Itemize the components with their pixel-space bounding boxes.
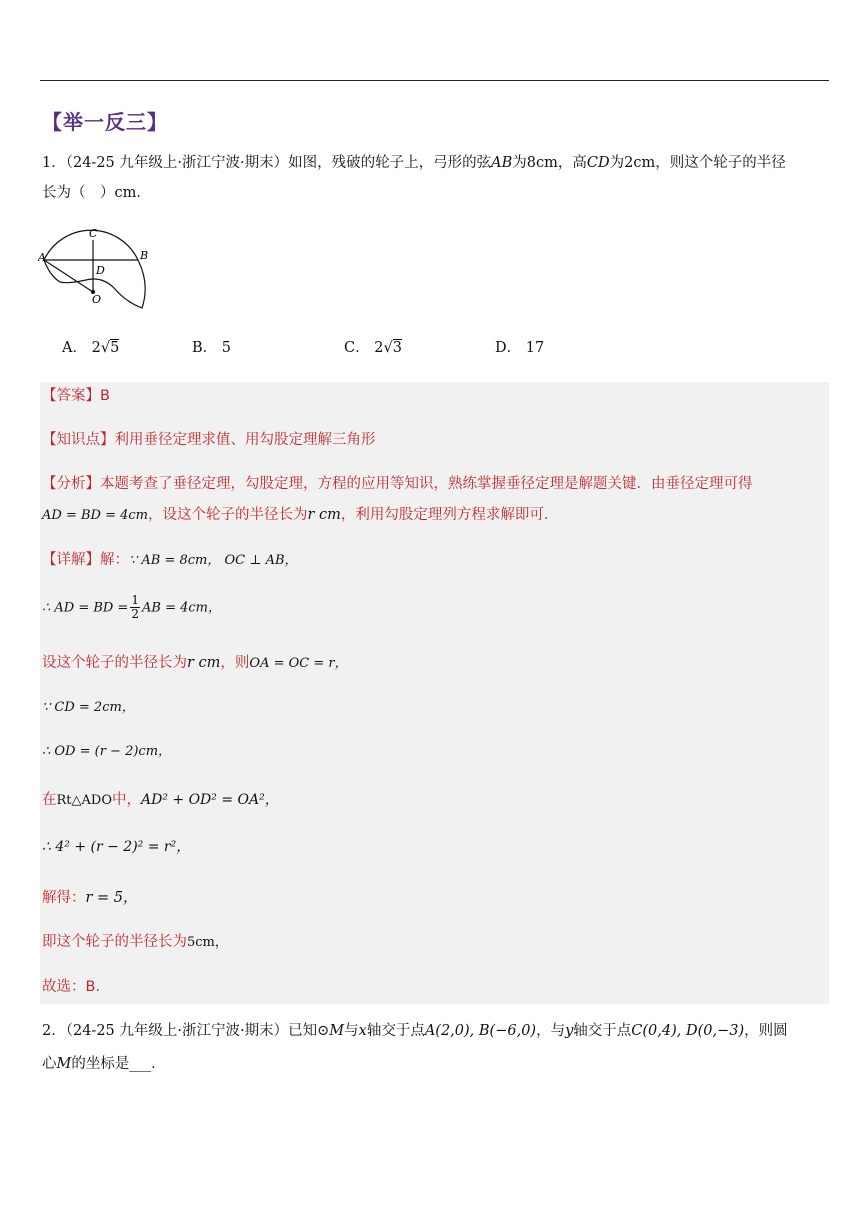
option-c-coef: 2	[374, 340, 384, 356]
detail-line-5	[42, 740, 171, 759]
step-6-text: 中，	[111, 792, 141, 808]
option-d-label: D．	[495, 340, 522, 356]
label-d: D	[96, 264, 105, 277]
q2-source: （24-25 九年级上·浙江宁波·期末）	[65, 1023, 289, 1039]
option-b[interactable]	[192, 336, 231, 357]
analysis-line-2	[42, 503, 558, 524]
step-9-math: 5cm，	[187, 935, 228, 950]
q1-math-ab-len: 8cm	[526, 155, 558, 171]
option-c[interactable]	[344, 336, 402, 357]
q2-number: 2．	[42, 1023, 66, 1039]
question-1-line-1	[42, 149, 832, 177]
option-a-label: A．	[62, 340, 87, 356]
analysis-text: 本题考查了垂径定理，勾股定理，方程的应用等知识，熟练掌握垂径定理是解题关键．由垂径定理可得	[100, 476, 753, 492]
q2-math-points-cd: C(0,4), D(0,−3)	[631, 1023, 745, 1039]
knowledge-tag: 【知识点】	[42, 432, 115, 448]
question-2-line-2	[42, 1050, 832, 1078]
knowledge-line	[42, 428, 376, 449]
q1-text: 为	[609, 155, 625, 171]
answer-value: B	[100, 388, 110, 404]
detail-line-9	[42, 930, 228, 951]
q2-math-x: x	[358, 1023, 367, 1039]
step-3-text: 设这个轮子的半径长为	[42, 655, 187, 671]
q2-text: 已知⊙	[288, 1023, 330, 1039]
answer-tag: 【答案】	[42, 388, 100, 404]
detail-intro: 解：	[100, 552, 129, 568]
step-3-text: ，则	[220, 655, 250, 671]
option-a[interactable]	[62, 336, 119, 357]
option-a-coef: 2	[91, 340, 101, 356]
q1-text: ，则这个轮子的半径	[655, 155, 786, 171]
step-3-r: r cm	[187, 655, 221, 671]
label-c: C	[89, 227, 98, 240]
fraction-numerator: 1	[131, 593, 140, 607]
fraction-one-half	[130, 594, 140, 621]
q2-text: 轴交于点	[366, 1023, 425, 1039]
section-title: 【举一反三】	[42, 110, 168, 134]
label-b: B	[140, 249, 149, 262]
step-4-math: ∵ CD = 2cm，	[42, 700, 135, 715]
detail-line-7	[42, 836, 190, 856]
analysis-tag: 【分析】	[42, 476, 100, 492]
step-6-triangle: Rt△ADO	[56, 793, 112, 808]
option-c-label: C．	[344, 340, 370, 356]
detail-line-6	[42, 788, 279, 809]
fraction-denominator: 2	[131, 607, 140, 621]
q2-math-m: M	[56, 1056, 72, 1072]
step-2-math: AB = 4cm，	[142, 600, 221, 616]
option-d-value: 17	[525, 340, 545, 356]
knowledge-text: 利用垂径定理求值、用勾股定理解三角形	[114, 432, 376, 448]
analysis-math-r: r cm	[307, 507, 341, 523]
answer-line	[42, 384, 110, 405]
option-b-label: B．	[192, 340, 218, 356]
analysis-line-1	[42, 472, 753, 493]
detail-line-3	[42, 651, 348, 672]
q2-text: ．	[151, 1056, 166, 1072]
q1-source: （24-25 九年级上·浙江宁波·期末）	[65, 155, 289, 171]
detail-line-10: 故选：B．	[42, 979, 110, 995]
q1-options	[62, 336, 762, 360]
step-6-text: 在	[42, 792, 57, 808]
label-o: O	[92, 293, 102, 306]
option-a-radicand: 5	[110, 340, 120, 356]
detail-line-1	[42, 548, 298, 569]
q2-answer-blank[interactable]: ___	[129, 1056, 152, 1072]
question-1-line-2: 长为（ ）cm．	[42, 185, 151, 201]
q2-math-m: M	[329, 1023, 345, 1039]
q2-text: 心	[42, 1056, 57, 1072]
step-2-math: ∴ AD = BD =	[42, 600, 129, 616]
sqrt-sign: √	[383, 340, 393, 356]
q2-math-y: y	[565, 1023, 574, 1039]
q2-text: ，与	[536, 1023, 566, 1039]
analysis-text: ，利用勾股定理列方程求解即可．	[340, 507, 559, 523]
q2-text: ，则圆	[744, 1023, 788, 1039]
header-rule	[40, 80, 829, 81]
analysis-math: AD = BD = 4cm	[42, 508, 148, 523]
step-3-math: OA = OC = r，	[249, 656, 348, 671]
step-8-math: r = 5，	[85, 890, 138, 906]
question-2-line-1	[42, 1017, 832, 1045]
option-b-value: 5	[221, 340, 231, 356]
broken-wheel-diagram	[38, 226, 158, 316]
step-1-math: ∵ AB = 8cm， OC ⊥ AB，	[129, 553, 298, 568]
detail-line-2	[42, 594, 221, 621]
sqrt-sign: √	[100, 340, 111, 356]
q1-math-cd-len: 2cm	[624, 155, 656, 171]
detail-tag: 【详解】	[42, 552, 100, 568]
q1-math-ab: AB	[491, 155, 513, 171]
analysis-text: ，设这个轮子的半径长为	[147, 507, 308, 523]
label-a: A	[38, 251, 46, 264]
step-5-math: ∴ OD = (r − 2)cm，	[42, 744, 172, 759]
q2-text: 的坐标是	[71, 1056, 130, 1072]
q1-text: 如图，残破的轮子上，弓形的弦	[288, 155, 492, 171]
step-9-text: 即这个轮子的半径长为	[42, 934, 187, 950]
detail-line-4	[42, 696, 135, 715]
step-8-text: 解得：	[42, 890, 86, 906]
detail-line-8	[42, 886, 138, 907]
q2-math-points-ab: A(2,0), B(−6,0)	[424, 1023, 537, 1039]
option-c-radicand: 3	[392, 340, 402, 356]
q1-text: 为	[512, 155, 527, 171]
option-d[interactable]	[495, 336, 544, 357]
step-7-math: ∴ 4² + (r − 2)² = r²，	[42, 839, 191, 855]
q1-number: 1．	[42, 155, 66, 171]
q2-text: 轴交于点	[573, 1023, 632, 1039]
step-6-math: AD² + OD² = OA²，	[140, 792, 279, 808]
q2-text: 与	[344, 1023, 359, 1039]
q1-math-cd: CD	[586, 155, 610, 171]
q1-text: ，高	[557, 155, 587, 171]
